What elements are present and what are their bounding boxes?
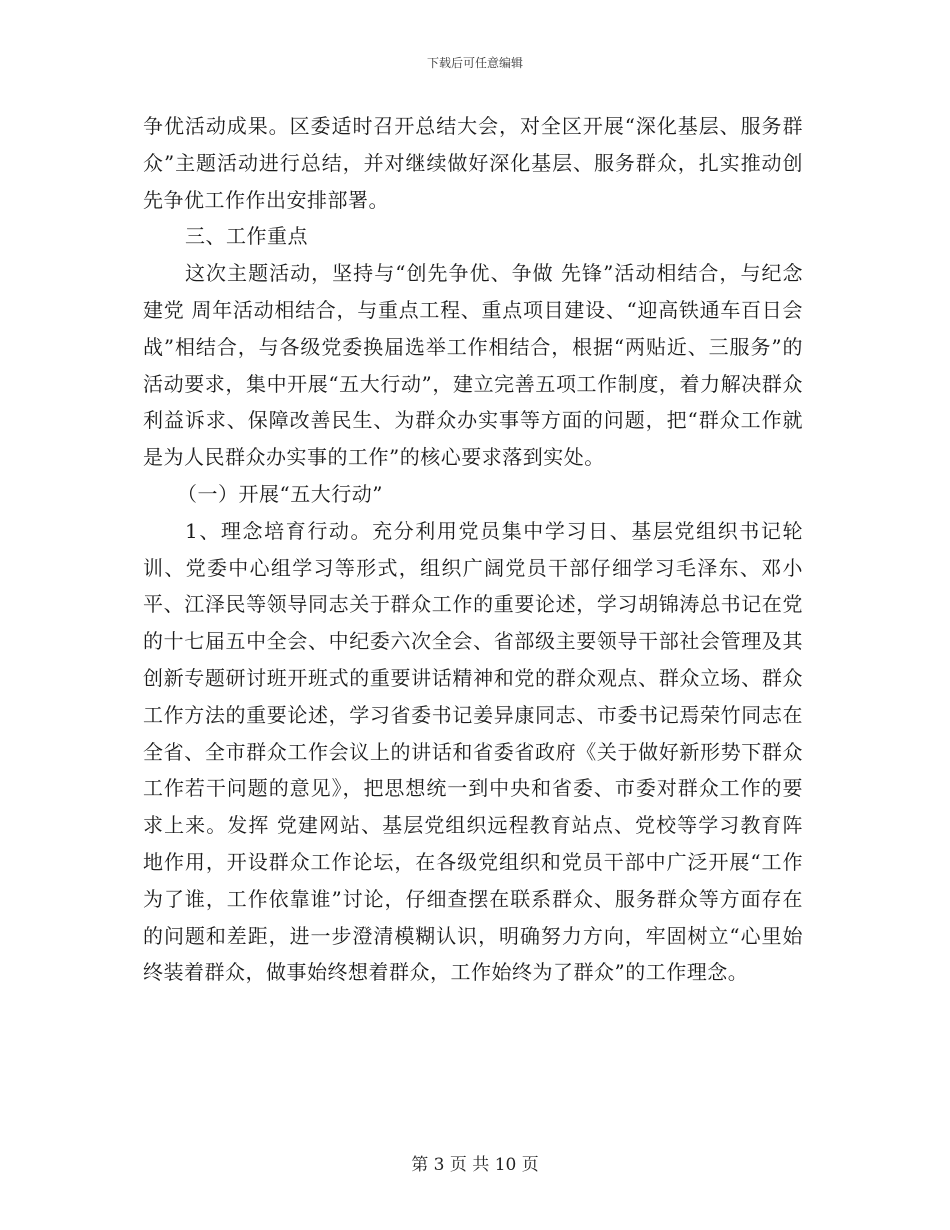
subsection-heading: （一）开展“五大行动” bbox=[177, 481, 383, 506]
page-header: 下载后可任意编辑 bbox=[426, 56, 523, 70]
section-heading: 三、工作重点 bbox=[185, 224, 308, 249]
paragraph-continuation: 争优活动成果。区委适时召开总结大会，对全区开展“深化基层、服务群众”主题活动进行总结，并对继续做好深化基层、服务群众，扎实推动创先争优工作作出安排部署。 bbox=[143, 114, 803, 212]
page-footer: 第 3 页 共 10 页 bbox=[411, 1155, 539, 1175]
paragraph-action-1: 1、理念培育行动。充分利用党员集中学习日、基层党组织书记轮训、党委中心组学习等形式，组织广阔党员干部仔细学习毛泽东、邓小平、江泽民等领导同志关于群众工作的重要论述，学习胡锦涛总书记在党的十七届五中全会、中纪委六次全会、省部级主要领导干部社会管理及其创新专题研讨班开班式的重要讲话精神和党的群众观点、群众立场、群众工作方法的重要论述，学习省委书记姜异康同志、市委书记焉荣竹同志在全省、全市群众工作会议上的讲话和省委省政府《关于做好新形势下群众工作若干问题的意见》，把思想统一到中央和省委、市委对群众工作的要求上来。发挥 党建网站、基层党组织远程教育站点、党校等学习教育阵地作用，开设群众工作论坛，在各级党组织和党员干部中广泛开展“工作为了谁，工作依靠谁”讨论，仔细查摆在联系群众、服务群众等方面存在的问题和差距，进一步澄清模糊认识，明确努力方向，牢固树立“心里始终装着群众，做事始终想着群众，工作始终为了群众”的工作理念。 bbox=[143, 518, 803, 985]
document-body bbox=[143, 108, 803, 991]
paragraph-focus: 这次主题活动，坚持与“创先争优、争做 先锋”活动相结合，与纪念建党 周年活动相结合，与重点工程、重点项目建设、“迎高铁通车百日会战”相结合，与各级党委换届选举工作相结合，根据“两贴近、三服务”的活动要求，集中开展“五大行动”，建立完善五项工作制度，着力解决群众利益诉求、保障改善民生、为群众办实事等方面的问题，把“群众工作就是为人民群众办实事的工作”的核心要求落到实处。 bbox=[143, 261, 803, 470]
